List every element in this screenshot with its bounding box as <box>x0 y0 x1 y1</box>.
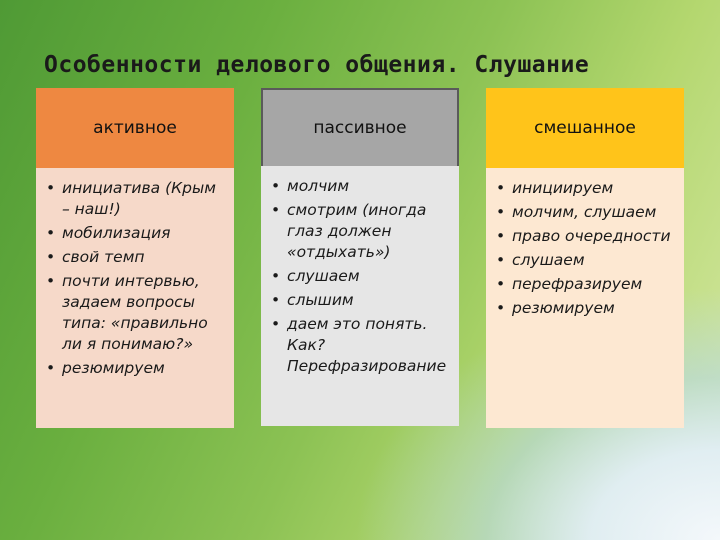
column-header-active: активное <box>36 88 234 168</box>
list-item: • почти интервью, задаем вопросы типа: «правильно ли я понимаю?» <box>46 271 228 355</box>
column-mixed <box>486 88 684 428</box>
list-item: • резюмируем <box>496 298 678 319</box>
column-body-mixed <box>486 168 684 428</box>
list-item: • молчим, слушаем <box>496 202 678 223</box>
list-item: • право очередности <box>496 226 678 247</box>
column-header-mixed: смешанное <box>486 88 684 168</box>
bullet-list <box>271 176 453 377</box>
list-item: • инициатива (Крым – наш!) <box>46 178 228 220</box>
list-item: • свой темп <box>46 247 228 268</box>
list-item: • даем это понять. Как? Перефразирование <box>271 314 453 377</box>
list-item: • слушаем <box>496 250 678 271</box>
list-item: • слушаем <box>271 266 453 287</box>
column-body-passive <box>261 166 459 426</box>
column-header-passive: пассивное <box>261 88 459 166</box>
list-item: • инициируем <box>496 178 678 199</box>
list-item: • слышим <box>271 290 453 311</box>
list-item: • смотрим (иногда глаз должен «отдыхать») <box>271 200 453 263</box>
slide-title: Особенности делового общения. Слушание <box>44 52 590 78</box>
column-active <box>36 88 234 428</box>
list-item: • мобилизация <box>46 223 228 244</box>
column-passive <box>261 88 459 428</box>
list-item: • молчим <box>271 176 453 197</box>
list-item: • перефразируем <box>496 274 678 295</box>
column-body-active <box>36 168 234 428</box>
bullet-list <box>496 178 678 319</box>
list-item: • резюмируем <box>46 358 228 379</box>
bullet-list <box>46 178 228 379</box>
